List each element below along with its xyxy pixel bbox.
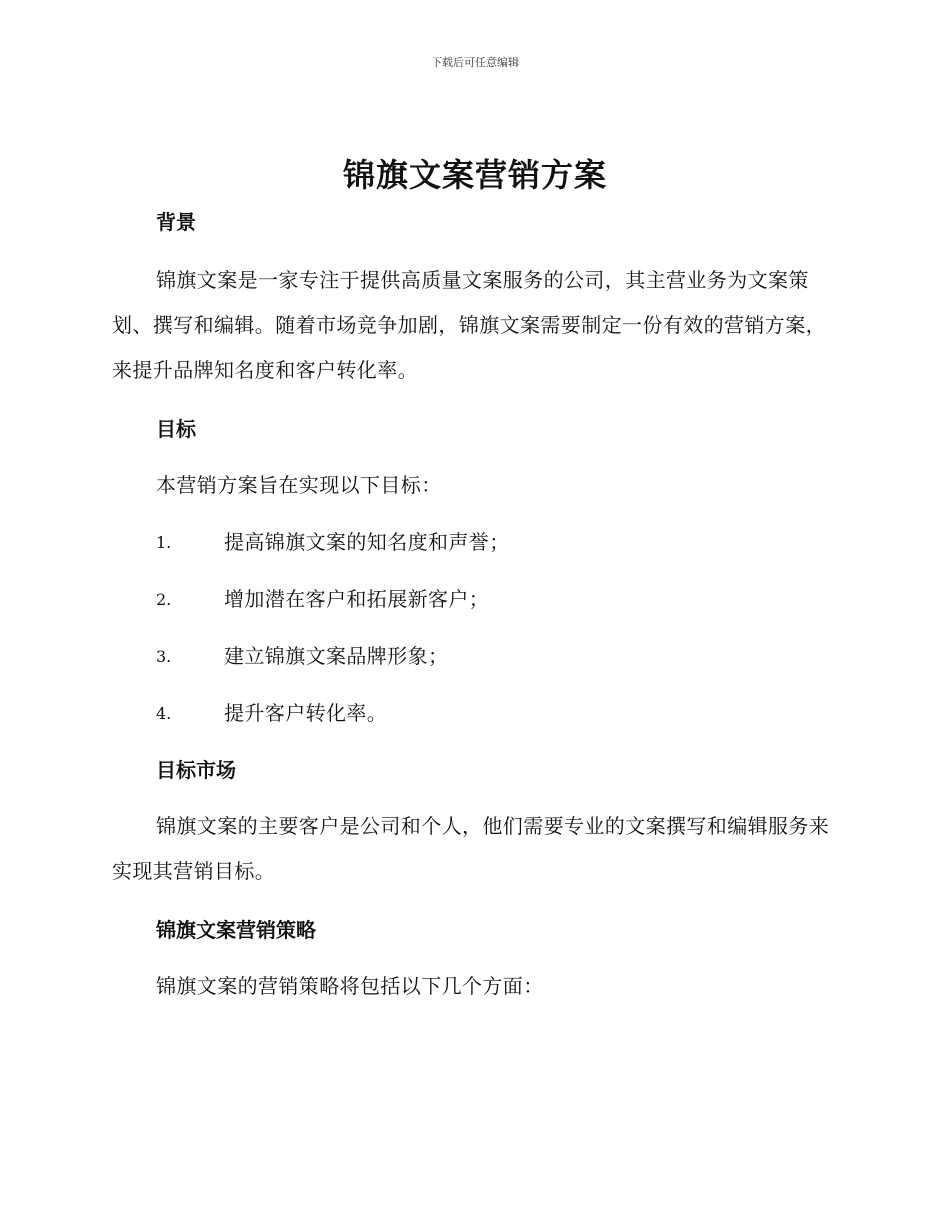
goal-item-text: 建立锦旗文案品牌形象； [224,644,449,668]
goal-item-text: 提高锦旗文案的知名度和声誉； [224,530,510,554]
goal-item [112,520,832,577]
target-market-paragraph: 锦旗文案的主要客户是公司和个人，他们需要专业的文案撰写和编辑服务来实现其营销目标。 [112,814,830,883]
goal-item-text: 提升客户转化率。 [224,701,388,725]
document-title: 锦旗文案营销方案 [342,156,607,194]
goal-item [112,691,832,748]
header-note: 下载后可任意编辑 [431,56,519,69]
goal-item-number: 2. [156,590,172,609]
goal-item-text: 增加潜在客户和拓展新客户； [224,587,490,611]
goal-item [112,634,832,691]
goal-item-number: 1. [156,533,172,552]
section-heading-background: 背景 [156,210,196,234]
document-body [112,200,832,1009]
section-heading-strategy: 锦旗文案营销策略 [156,918,316,942]
goal-item-number: 3. [156,647,172,666]
section-heading-target-market: 目标市场 [156,758,236,782]
background-paragraph: 锦旗文案是一家专注于提供高质量文案服务的公司，其主营业务为文案策划、撰写和编辑。随着市场竞争加剧，锦旗文案需要制定一份有效的营销方案，来提升品牌知名度和客户转化率。 [112,268,826,382]
goal-item [112,577,832,634]
goal-item-number: 4. [156,704,172,723]
strategy-paragraph: 锦旗文案的营销策略将包括以下几个方面： [156,974,544,998]
section-heading-goals: 目标 [156,417,196,441]
goals-intro: 本营销方案旨在实现以下目标： [156,473,442,497]
